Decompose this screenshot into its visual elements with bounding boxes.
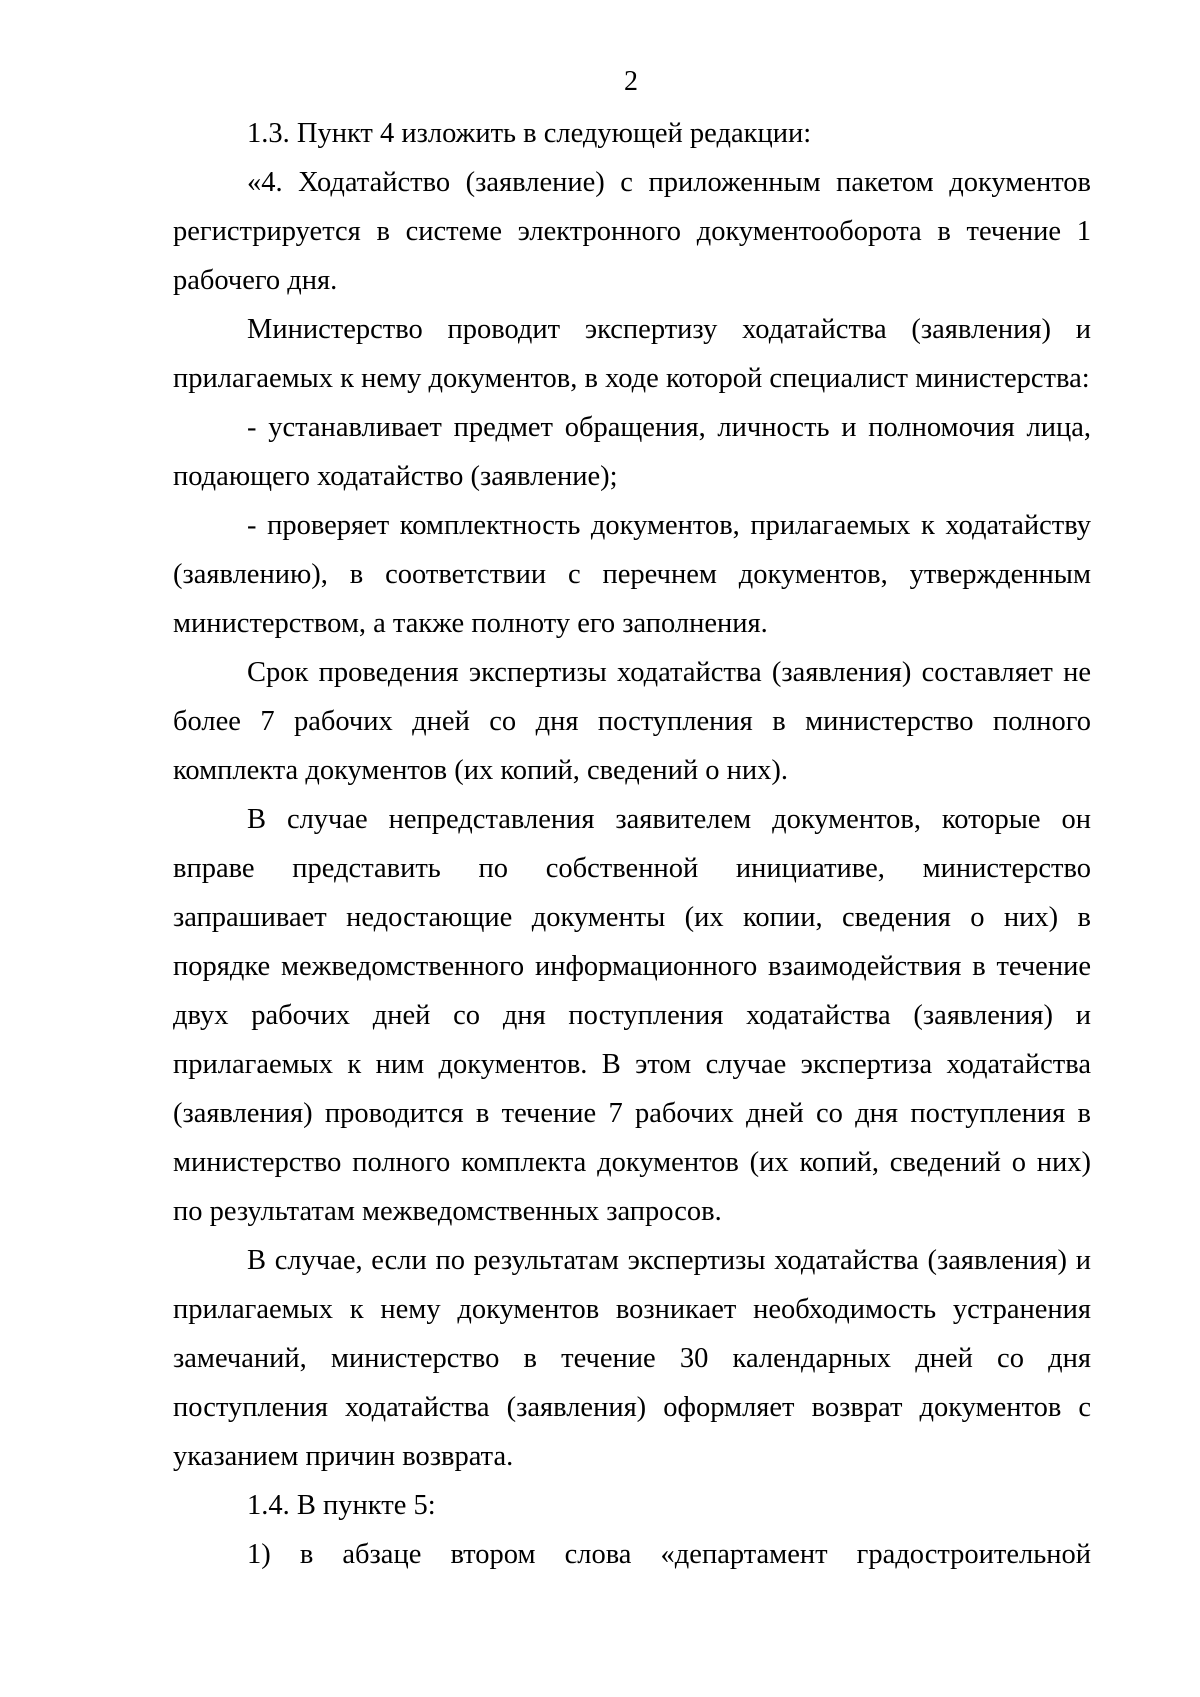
paragraph-amendment-1-4: 1.4. В пункте 5: [247,1490,436,1521]
document-body [173,109,1091,1579]
paragraph-expertise-intro: Министерство проводит экспертизу ходатайства (заявления) и прилагаемых к нему документов, в ходе которой специалист министерства: [173,314,1091,394]
paragraph-list-establishes: - устанавливает предмет обращения, личность и полномочия лица, подающего ходатайство (заявление); [173,412,1091,492]
paragraph-item-5-subitem-1: 1) в абзаце втором слова «департамент градостроительной [247,1539,1091,1570]
paragraph-interagency-requests: В случае непредставления заявителем документов, которые он вправе представить по собственной инициативе, министерство запрашивает недостающие документы (их копии, сведения о них) в порядке межведомственного информационного взаимодействия в течение двух рабочих дней со дня поступления ходатайства (заявления) и прилагаемых к ним документов. В этом случае экспертиза ходатайства (заявления) проводится в течение 7 рабочих дней со дня поступления в министерство полного комплекта документов (их копий, сведений о них) по результатам межведомственных запросов. [173,804,1091,1227]
paragraph-amendment-1-3: 1.3. Пункт 4 изложить в следующей редакции: [247,118,812,149]
paragraph-expertise-term: Срок проведения экспертизы ходатайства (заявления) составляет не более 7 рабочих дней со дня поступления в министерство полного комплекта документов (их копий, сведений о них). [173,657,1091,786]
paragraph-item-4-registration: «4. Ходатайство (заявление) с приложенным пакетом документов регистрируется в системе электронного документооборота в течение 1 рабочего дня. [173,167,1091,296]
page-number: 2 [624,66,638,97]
paragraph-return-documents: В случае, если по результатам экспертизы ходатайства (заявления) и прилагаемых к нему документов возникает необходимость устранения замечаний, министерство в течение 30 календарных дней со дня поступления ходатайства (заявления) оформляет возврат документов с указанием причин возврата. [173,1245,1091,1472]
paragraph-list-checks: - проверяет комплектность документов, прилагаемых к ходатайству (заявлению), в соответствии с перечнем документов, утвержденным министерством, а также полноту его заполнения. [173,510,1091,639]
